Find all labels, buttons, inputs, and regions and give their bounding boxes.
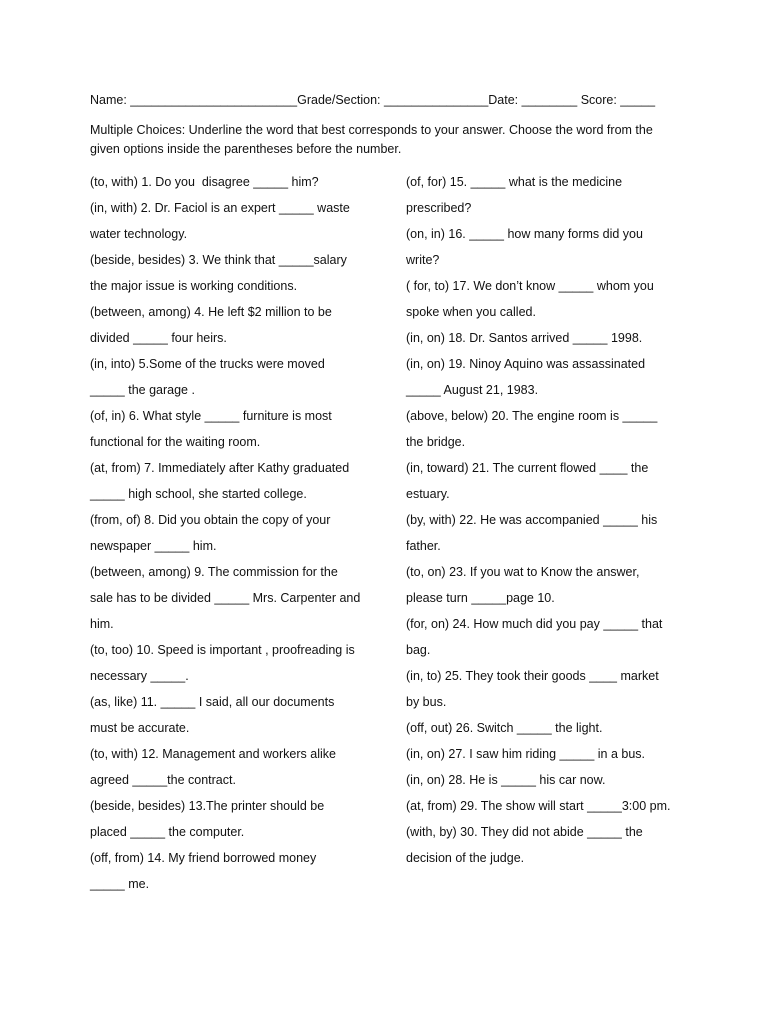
question-line: (between, among) 4. He left $2 million to be <box>90 305 332 319</box>
question-line: newspaper _____ him. <box>90 539 217 553</box>
question-line: (of, in) 6. What style _____ furniture is most <box>90 409 332 423</box>
question-line: bag. <box>406 643 431 657</box>
right-question-column <box>406 169 691 871</box>
question-line: write? <box>406 253 440 267</box>
question-line: agreed _____the contract. <box>90 773 236 787</box>
question-line: (off, out) 26. Switch _____ the light. <box>406 721 603 735</box>
question-line: the major issue is working conditions. <box>90 279 298 293</box>
question-line: (in, on) 28. He is _____ his car now. <box>406 773 606 787</box>
question-line: (between, among) 9. The commission for the <box>90 565 338 579</box>
question-line: (beside, besides) 13.The printer should be <box>90 799 325 813</box>
question-line: prescribed? <box>406 201 472 215</box>
question-line: (in, into) 5.Some of the trucks were moved <box>90 357 325 371</box>
question-line: placed _____ the computer. <box>90 825 245 839</box>
question-line: by bus. <box>406 695 447 709</box>
question-line: necessary _____. <box>90 669 189 683</box>
question-line: (of, for) 15. _____ what is the medicine <box>406 175 623 189</box>
question-line: (to, with) 12. Management and workers alike <box>90 747 336 761</box>
question-line: _____ August 21, 1983. <box>406 383 539 397</box>
question-line: him. <box>90 617 114 631</box>
question-line: (above, below) 20. The engine room is _____ <box>406 409 658 423</box>
question-line: father. <box>406 539 441 553</box>
student-info-line: Name: ________________________Grade/Section: _______________Date: ________ Score: _____ <box>90 93 656 107</box>
question-line: (off, from) 14. My friend borrowed money <box>90 851 317 865</box>
question-line: (for, on) 24. How much did you pay _____ that <box>406 617 663 631</box>
question-line: decision of the judge. <box>406 851 525 865</box>
question-line: (at, from) 29. The show will start _____3:00 pm. <box>406 799 671 813</box>
question-line: spoke when you called. <box>406 305 536 319</box>
question-line: (by, with) 22. He was accompanied _____ his <box>406 513 658 527</box>
question-line: (to, with) 1. Do you disagree _____ him? <box>90 175 319 189</box>
question-line: (on, in) 16. _____ how many forms did you <box>406 227 643 241</box>
question-line: (to, too) 10. Speed is important , proofreading is <box>90 643 355 657</box>
question-line: (from, of) 8. Did you obtain the copy of your <box>90 513 331 527</box>
question-line: sale has to be divided _____ Mrs. Carpenter and <box>90 591 361 605</box>
question-line: please turn _____page 10. <box>406 591 555 605</box>
question-line: (to, on) 23. If you wat to Know the answer, <box>406 565 640 579</box>
question-line: divided _____ four heirs. <box>90 331 227 345</box>
question-line: estuary. <box>406 487 450 501</box>
question-line: (at, from) 7. Immediately after Kathy graduated <box>90 461 350 475</box>
question-line: ( for, to) 17. We don’t know _____ whom you <box>406 279 654 293</box>
question-line: (in, on) 19. Ninoy Aquino was assassinated <box>406 357 646 371</box>
question-line: (in, on) 18. Dr. Santos arrived _____ 1998. <box>406 331 643 345</box>
question-line: (in, on) 27. I saw him riding _____ in a bus. <box>406 747 646 761</box>
question-line: (beside, besides) 3. We think that _____salary <box>90 253 347 267</box>
question-line: (in, with) 2. Dr. Faciol is an expert _____ waste <box>90 201 350 215</box>
question-line: (in, toward) 21. The current flowed ____ the <box>406 461 649 475</box>
question-line: the bridge. <box>406 435 466 449</box>
question-line: _____ the garage . <box>90 383 195 397</box>
question-line: must be accurate. <box>90 721 190 735</box>
question-line: (in, to) 25. They took their goods ____ market <box>406 669 659 683</box>
question-line: _____ high school, she started college. <box>90 487 307 501</box>
question-line: _____ me. <box>90 877 150 891</box>
question-line: (with, by) 30. They did not abide _____ the <box>406 825 643 839</box>
question-line: functional for the waiting room. <box>90 435 261 449</box>
question-line: (as, like) 11. _____ I said, all our documents <box>90 695 335 709</box>
left-question-column <box>90 169 380 897</box>
question-line: water technology. <box>90 227 188 241</box>
instructions: Multiple Choices: Underline the word that best corresponds to your answer. Choose the word from the given options inside the parentheses before the number. <box>90 123 653 156</box>
